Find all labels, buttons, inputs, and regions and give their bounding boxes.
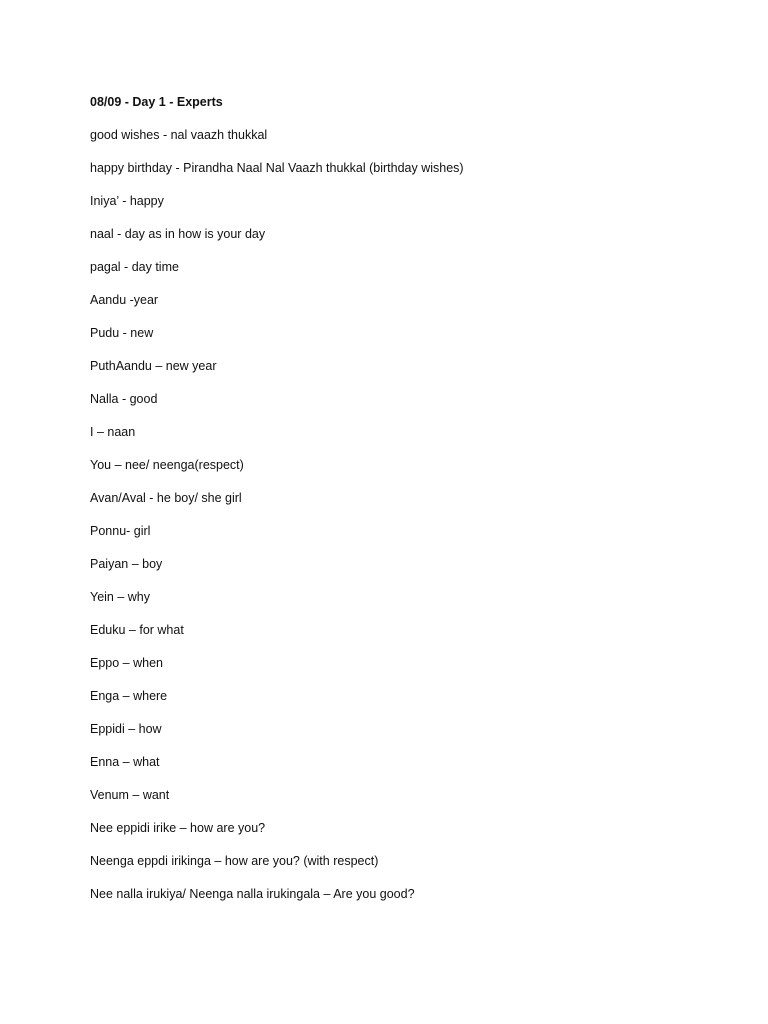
vocab-line: happy birthday - Pirandha Naal Nal Vaazh thukkal (birthday wishes) [90, 161, 464, 175]
vocab-line: Paiyan – boy [90, 557, 163, 571]
vocab-line: Nee eppidi irike – how are you? [90, 821, 266, 835]
vocab-line: Eduku – for what [90, 623, 184, 637]
vocab-line: Pudu - new [90, 326, 154, 340]
document-content [90, 93, 730, 918]
vocab-line: Iniya’ - happy [90, 194, 164, 208]
vocab-line: You – nee/ neenga(respect) [90, 458, 244, 472]
vocab-line: Nee nalla irukiya/ Neenga nalla irukingala – Are you good? [90, 887, 415, 901]
document-title: 08/09 - Day 1 - Experts [90, 95, 223, 109]
vocab-line: I – naan [90, 425, 136, 439]
vocab-line: good wishes - nal vaazh thukkal [90, 128, 268, 142]
vocab-line: Eppidi – how [90, 722, 162, 736]
vocab-line: Enga – where [90, 689, 168, 703]
vocab-line: PuthAandu – new year [90, 359, 217, 373]
vocab-line: Eppo – when [90, 656, 163, 670]
vocab-line: pagal - day time [90, 260, 179, 274]
vocab-line: Avan/Aval - he boy/ she girl [90, 491, 242, 505]
vocab-line: Ponnu- girl [90, 524, 151, 538]
vocab-line: Venum – want [90, 788, 170, 802]
vocab-line: Aandu -year [90, 293, 159, 307]
vocab-line: naal - day as in how is your day [90, 227, 266, 241]
vocab-line: Nalla - good [90, 392, 158, 406]
vocab-line: Yein – why [90, 590, 150, 604]
vocab-line: Neenga eppdi irikinga – how are you? (with respect) [90, 854, 379, 868]
vocab-line: Enna – what [90, 755, 160, 769]
